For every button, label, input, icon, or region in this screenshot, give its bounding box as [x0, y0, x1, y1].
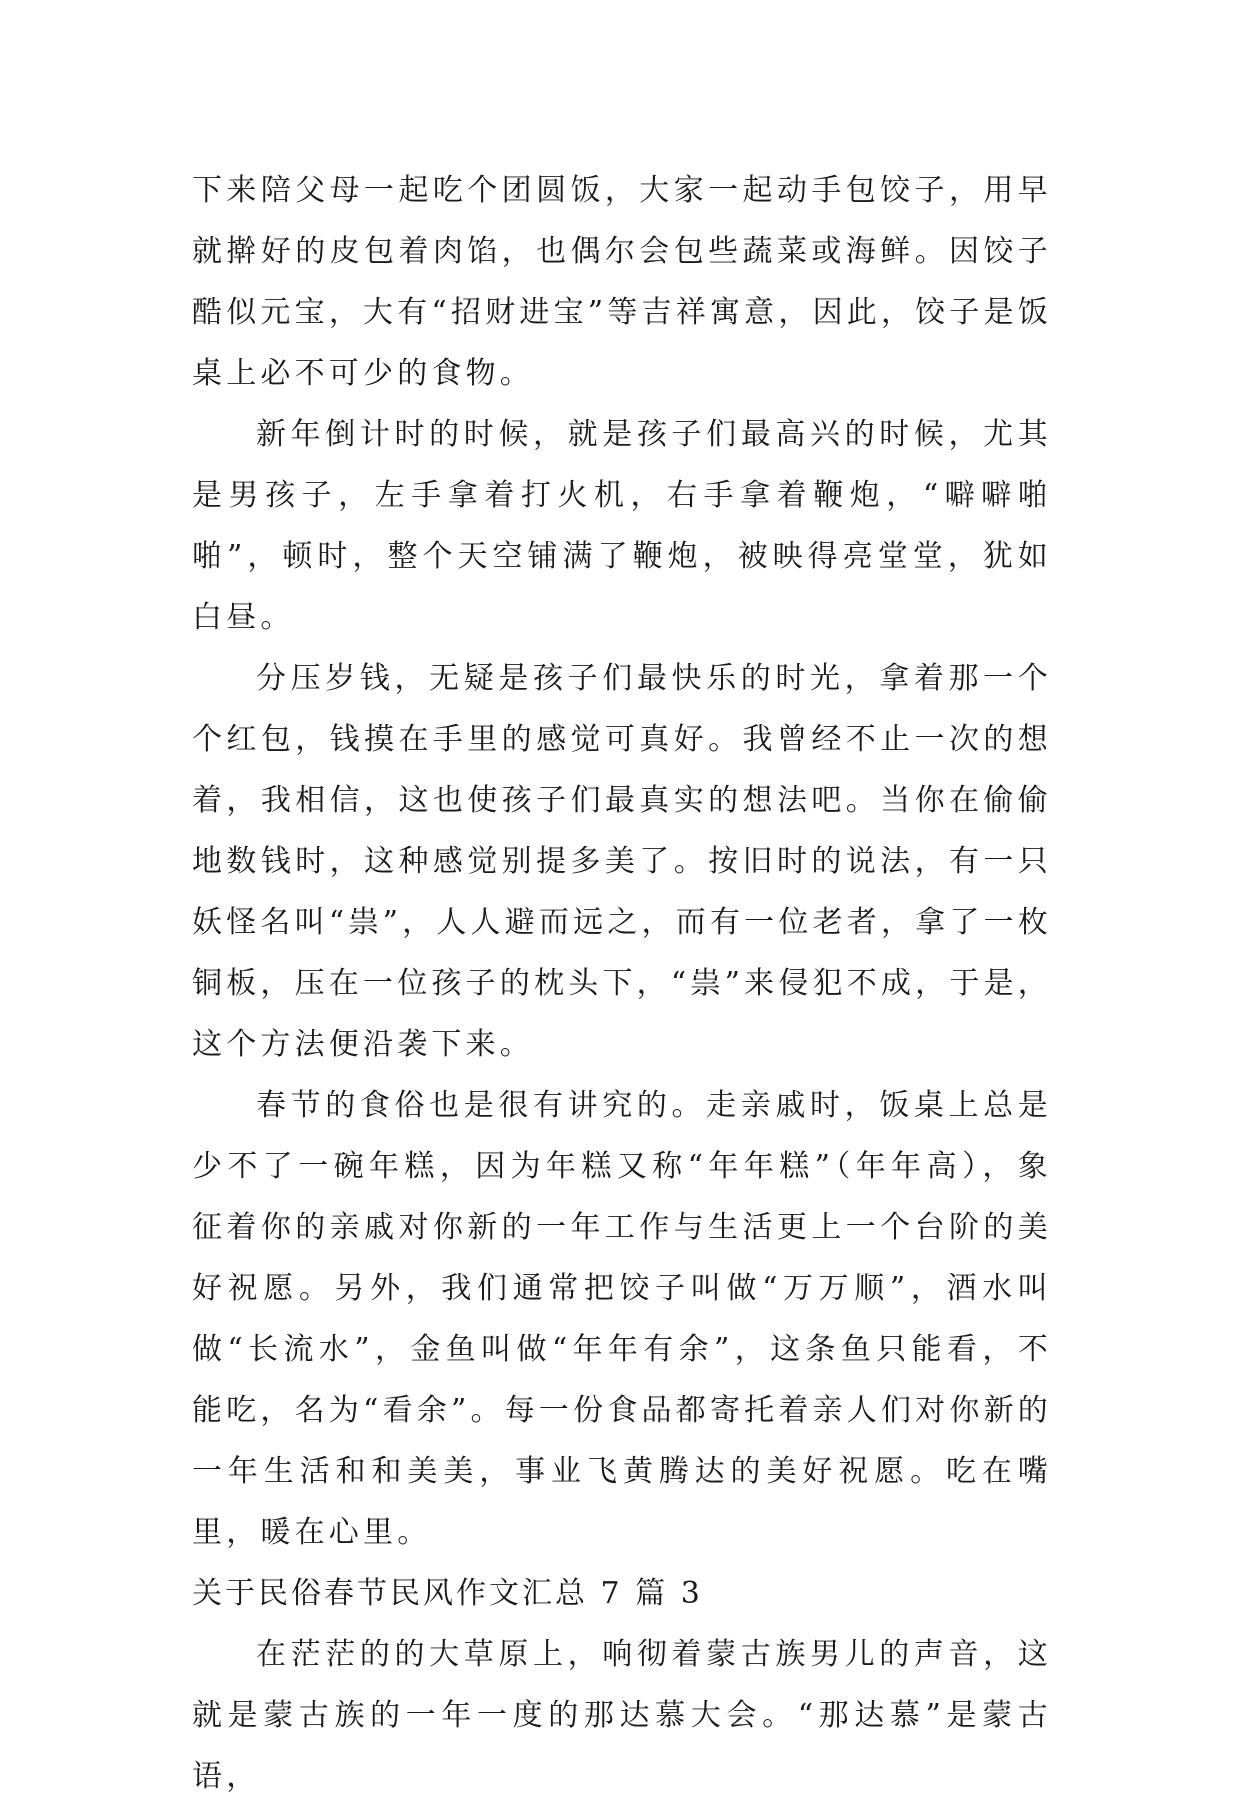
section-heading: 关于民俗春节民风作文汇总 7 篇 3	[192, 1576, 703, 1611]
document-body	[192, 160, 1052, 1807]
paragraph-firecrackers: 新年倒计时的时候，就是孩子们最高兴的时候，尤其是男孩子，左手拿着打火机，右手拿着鞭炮，“噼噼啪啪”，顿时，整个天空铺满了鞭炮，被映得亮堂堂，犹如白昼。	[192, 417, 1052, 635]
paragraph-lucky-money: 分压岁钱，无疑是孩子们最快乐的时光，拿着那一个个红包，钱摸在手里的感觉可真好。我曾经不止一次的想着，我相信，这也使孩子们最真实的想法吧。当你在偷偷地数钱时，这种感觉别提多美了。按旧时的说法，有一只妖怪名叫“祟”，人人避而远之，而有一位老者，拿了一枚铜板，压在一位孩子的枕头下，“祟”来侵犯不成，于是，这个方法便沿袭下来。	[192, 661, 1052, 1062]
paragraph-dumplings: 下来陪父母一起吃个团圆饭，大家一起动手包饺子，用早就擀好的皮包着肉馅，也偶尔会包些蔬菜或海鲜。因饺子酷似元宝，大有“招财进宝”等吉祥寓意，因此，饺子是饭桌上必不可少的食物。	[192, 173, 1052, 391]
paragraph-food-customs: 春节的食俗也是很有讲究的。走亲戚时，饭桌上总是少不了一碗年糕，因为年糕又称“年年糕”（年年高），象征着你的亲戚对你新的一年工作与生活更上一个台阶的美好祝愿。另外，我们通常把饺子叫做“万万顺”，酒水叫做“长流水”，金鱼叫做“年年有余”，这条鱼只能看，不能吃，名为“看余”。每一份食品都寄托着亲人们对你新的一年生活和和美美，事业飞黄腾达的美好祝愿。吃在嘴里，暖在心里。	[192, 1088, 1052, 1550]
paragraph-naadam: 在茫茫的的大草原上，响彻着蒙古族男儿的声音，这就是蒙古族的一年一度的那达慕大会。“那达慕”是蒙古语，	[192, 1637, 1052, 1794]
